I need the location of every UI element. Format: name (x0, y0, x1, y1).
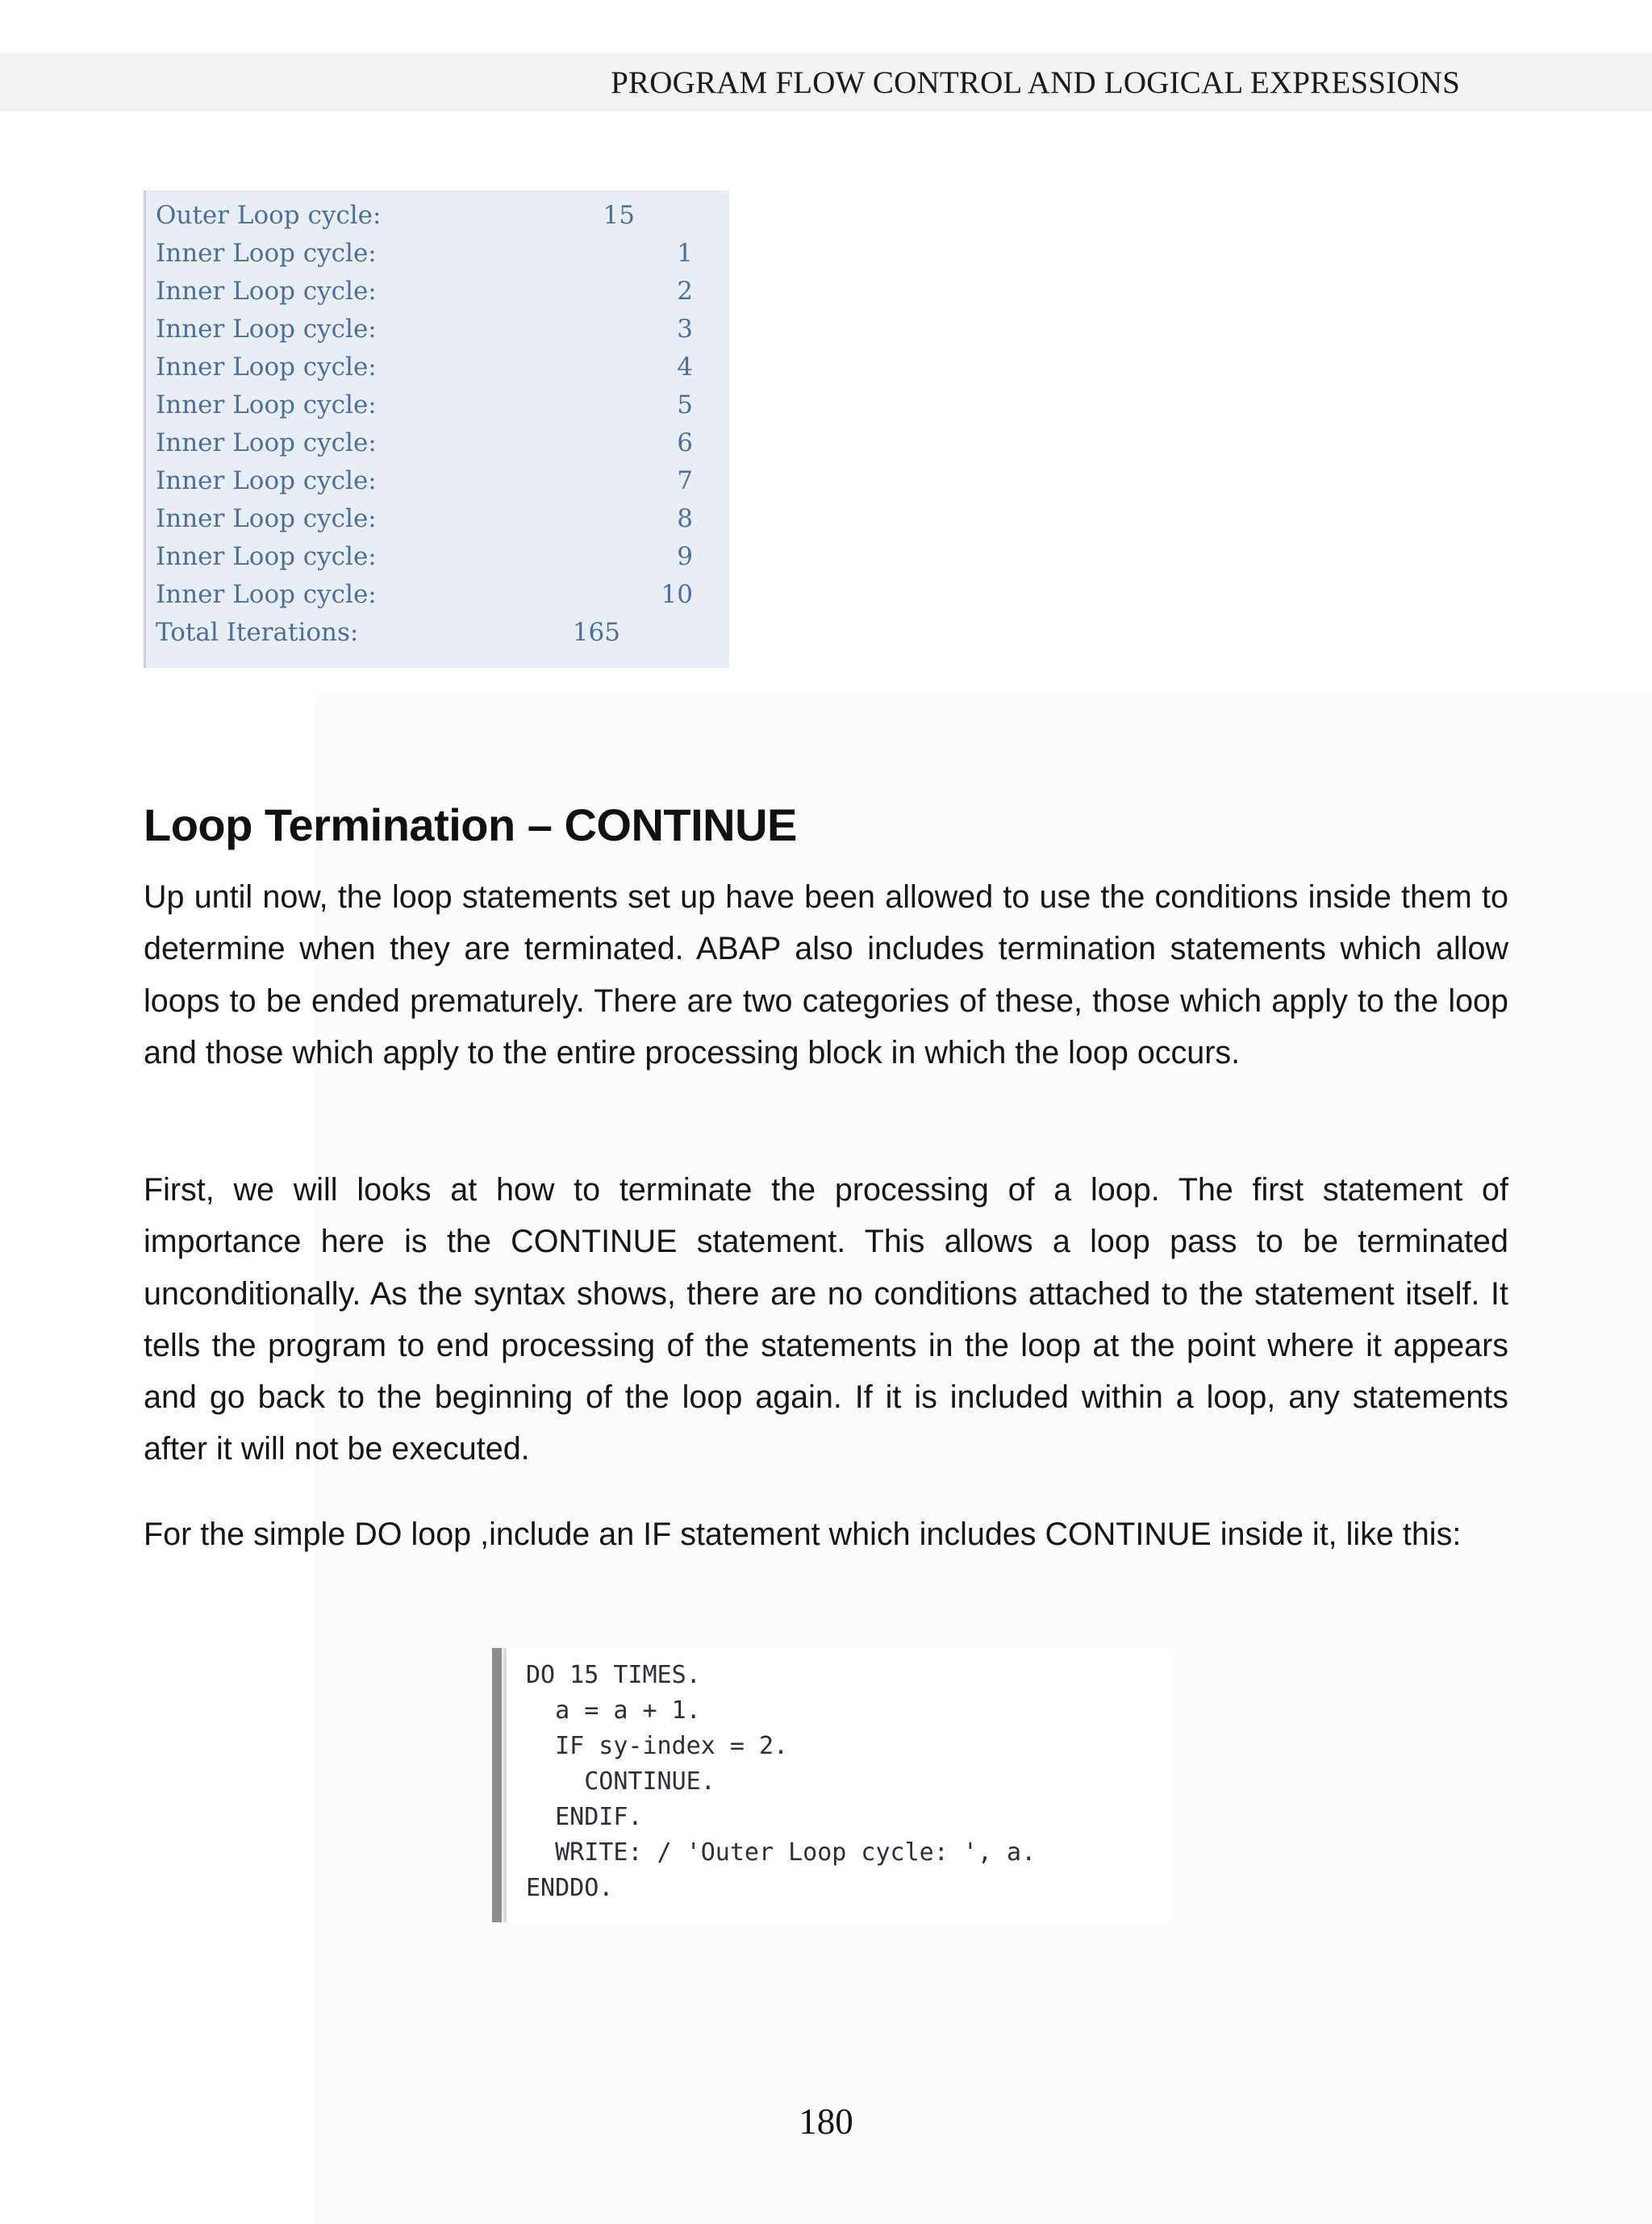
console-row (156, 424, 720, 462)
section-heading: Loop Termination – CONTINUE (144, 799, 797, 850)
console-row-label: Outer Loop cycle: (156, 201, 382, 230)
console-row-value: 3 (677, 315, 693, 344)
console-row-value: 9 (677, 542, 693, 571)
console-row-value: 10 (661, 580, 693, 609)
body-paragraph: Up until now, the loop statements set up have been allowed to use the conditions inside them to determine when they are terminated. ABAP also includes termination statements which allow loops to be ended prematurely. There are two categories of these, those which apply to the loop and those which apply to the entire processing block in which the loop occurs. (144, 879, 1508, 1070)
console-row (156, 235, 720, 273)
console-row (156, 500, 720, 538)
console-row-value: 165 (572, 618, 620, 647)
console-row-label: Inner Loop cycle: (156, 239, 377, 268)
body-paragraph: For the simple DO loop ,include an IF statement which includes CONTINUE inside it, like this: (144, 1517, 1462, 1552)
console-row (156, 386, 720, 424)
console-row (156, 273, 720, 311)
console-row-value: 5 (677, 390, 693, 419)
code-example-screenshot (492, 1648, 1170, 1922)
console-row (156, 311, 720, 348)
code-line: ENDDO. (526, 1874, 614, 1902)
console-row-value: 15 (603, 201, 635, 230)
console-row-label: Inner Loop cycle: (156, 353, 377, 382)
console-row-label: Inner Loop cycle: (156, 504, 377, 533)
console-row-label: Inner Loop cycle: (156, 542, 377, 571)
code-line: IF sy-index = 2. (526, 1732, 789, 1760)
console-row-label: Inner Loop cycle: (156, 277, 377, 306)
console-row (156, 348, 720, 386)
console-row-label: Total Iterations: (156, 618, 359, 647)
console-row-label: Inner Loop cycle: (156, 428, 377, 457)
page-number: 180 (799, 2101, 853, 2142)
code-line: CONTINUE. (526, 1767, 715, 1796)
console-row (156, 576, 720, 614)
console-row-value: 7 (677, 466, 693, 495)
console-row-value: 6 (677, 428, 693, 457)
console-row-value: 1 (677, 239, 693, 268)
code-line: ENDIF. (526, 1803, 643, 1831)
console-row-value: 8 (677, 504, 693, 533)
console-output-screenshot (144, 190, 729, 668)
running-header (0, 53, 1652, 111)
running-header-title: PROGRAM FLOW CONTROL AND LOGICAL EXPRESSIONS (611, 65, 1460, 100)
body-paragraph: First, we will looks at how to terminate the processing of a loop. The first statement of importance here is the CONTINUE statement. This allows a loop pass to be terminated unconditionally. As the syntax shows, there are no conditions attached to the statement itself. It tells the program to end processing of the statements in the loop at the point where it appears and go back to the beginning of the loop again. If it is included within a loop, any statements after it will not be executed. (144, 1172, 1508, 1467)
console-row (156, 614, 720, 652)
console-row-label: Inner Loop cycle: (156, 315, 377, 344)
console-row (156, 197, 720, 235)
code-gutter-bar (492, 1648, 502, 1922)
code-line: a = a + 1. (526, 1696, 701, 1725)
code-line: WRITE: / 'Outer Loop cycle: ', a. (526, 1838, 1037, 1867)
console-row-label: Inner Loop cycle: (156, 580, 377, 609)
console-row (156, 538, 720, 576)
console-row-value: 4 (677, 353, 693, 382)
console-row-label: Inner Loop cycle: (156, 466, 377, 495)
code-line: DO 15 TIMES. (526, 1661, 701, 1689)
console-row-value: 2 (677, 277, 693, 306)
code-gutter-divider (503, 1648, 507, 1922)
console-row-label: Inner Loop cycle: (156, 390, 377, 419)
console-row (156, 462, 720, 500)
